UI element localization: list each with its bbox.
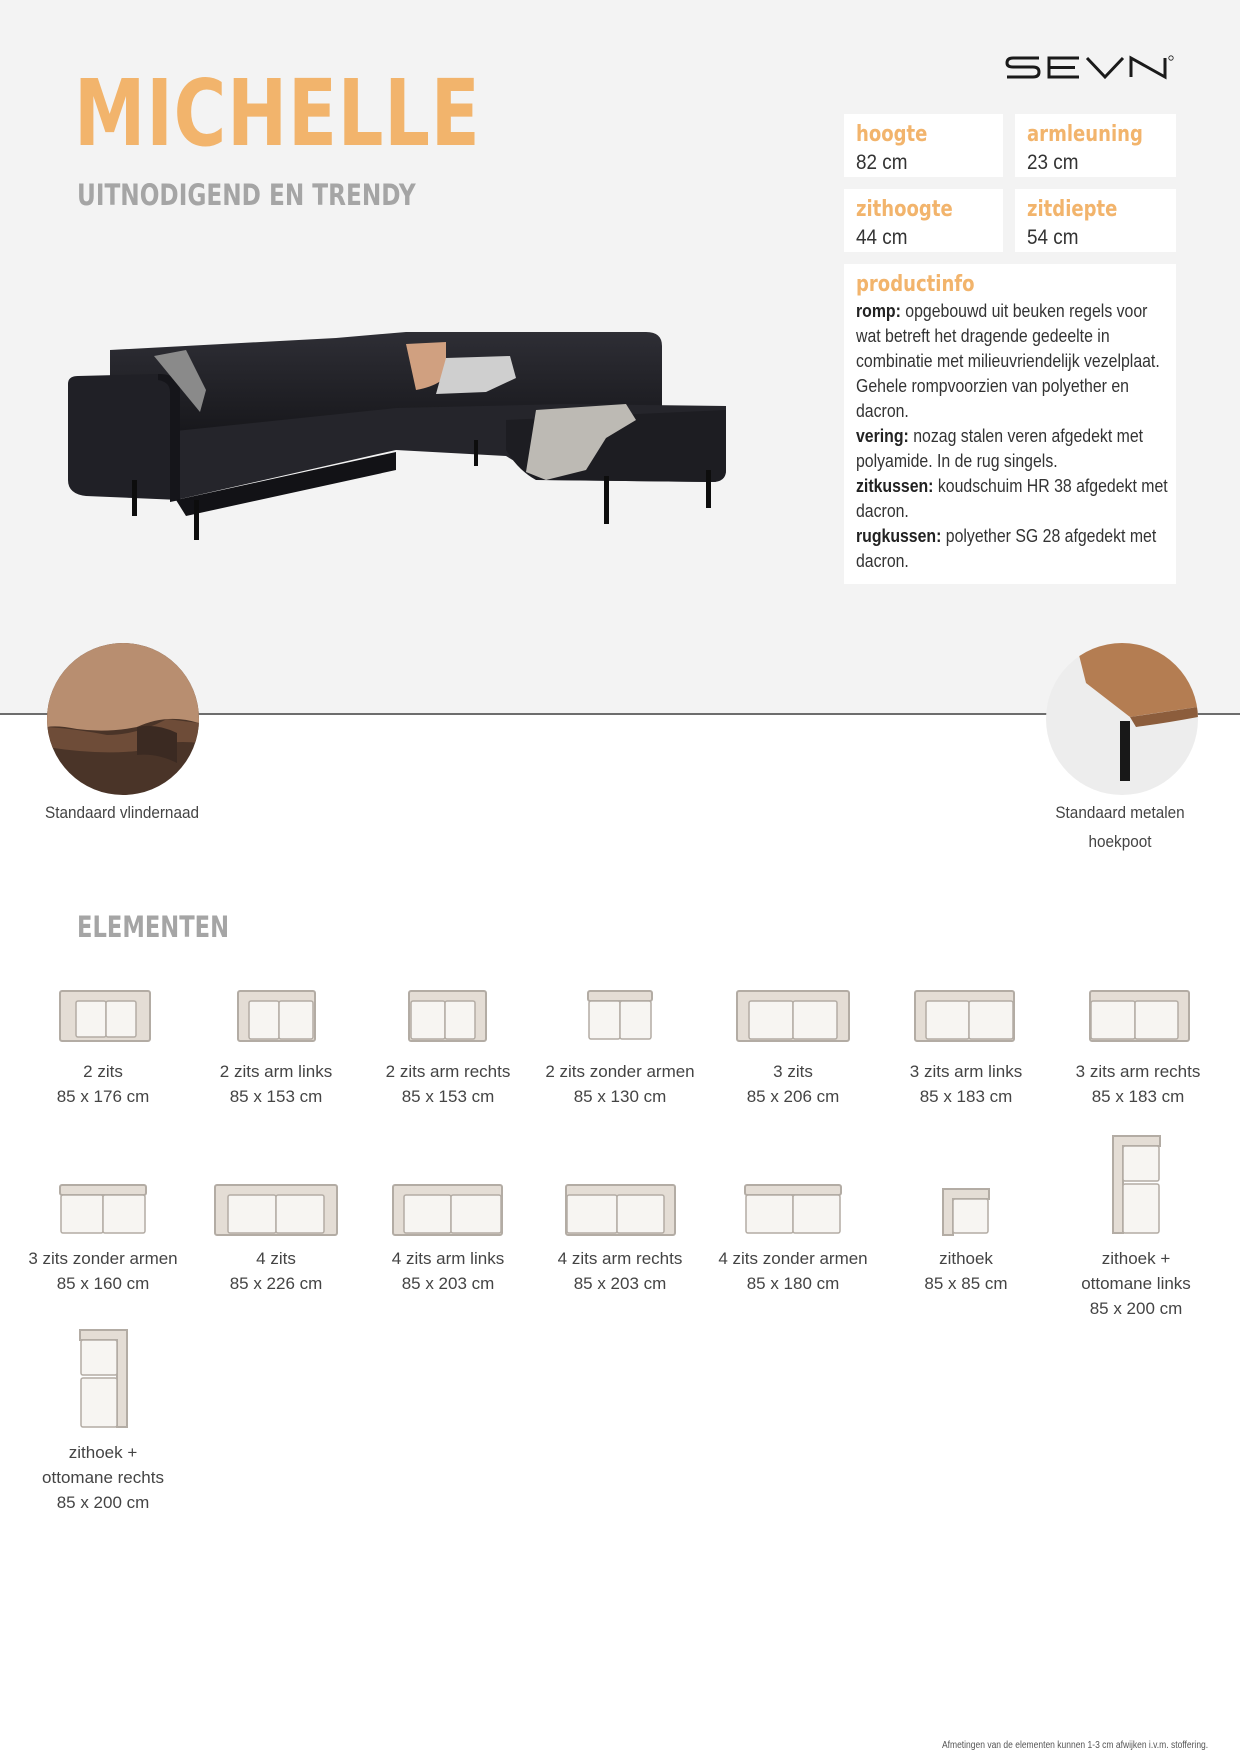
footnote: Afmetingen van de elementen kunnen 1-3 cm afwijken i.v.m. stoffering. <box>941 1740 1208 1751</box>
info-text: koudschuim HR 38 afgedekt met dacron. <box>856 476 1168 521</box>
spec-hoogte <box>844 114 1003 177</box>
sofa-diagram-icon <box>707 1183 879 1238</box>
element-size: 85 x 200 cm <box>56 1493 150 1512</box>
sofa-diagram-icon <box>707 988 879 1053</box>
info-term: vering: <box>856 426 909 446</box>
element-size: 85 x 183 cm <box>1091 1087 1185 1106</box>
spec-armleuning <box>1015 114 1176 177</box>
sofa-diagram-icon <box>880 988 1052 1053</box>
sofa-image <box>66 320 736 540</box>
element-2-zits-zonder-armen <box>534 988 706 1109</box>
element-name: zithoek + <box>1101 1249 1171 1268</box>
info-term: romp: <box>856 301 901 321</box>
info-text: nozag stalen veren afgedekt met polyamide. In de rug singels. <box>856 426 1144 471</box>
spec-value: 82 cm <box>856 151 908 174</box>
element-4-zits <box>190 1183 362 1296</box>
element-name-line2: ottomane links <box>1081 1274 1191 1293</box>
element-name: 4 zits arm links <box>391 1249 505 1268</box>
element-size: 85 x 200 cm <box>1089 1299 1183 1318</box>
info-term: zitkussen: <box>856 476 934 496</box>
corner-leg-caption-line: Standaard metalen <box>1055 803 1185 822</box>
info-text: polyether SG 28 afgedekt met dacron. <box>856 526 1157 571</box>
sofa-diagram-icon <box>1052 988 1224 1053</box>
productinfo-text <box>856 299 1173 574</box>
element-name: 2 zits arm rechts <box>385 1062 511 1081</box>
butterfly-seam-photo <box>47 643 199 795</box>
element-2-zits <box>17 988 189 1109</box>
element-size: 85 x 176 cm <box>56 1087 150 1106</box>
element-2-zits-arm-links <box>190 988 362 1109</box>
spec-label: zithoogte <box>856 197 953 222</box>
element-3-zits <box>707 988 879 1109</box>
element-zithoek-ottomane-links <box>1050 1133 1222 1321</box>
spec-zitdiepte <box>1015 189 1176 252</box>
element-name: 2 zits arm links <box>219 1062 333 1081</box>
element-name: 3 zits arm rechts <box>1075 1062 1201 1081</box>
element-name: zithoek <box>939 1249 993 1268</box>
element-name: 3 zits zonder armen <box>28 1249 178 1268</box>
element-size: 85 x 85 cm <box>924 1274 1008 1293</box>
element-zithoek <box>880 1183 1052 1296</box>
element-size: 85 x 226 cm <box>229 1274 323 1293</box>
element-size: 85 x 203 cm <box>401 1274 495 1293</box>
element-size: 85 x 153 cm <box>229 1087 323 1106</box>
element-size: 85 x 183 cm <box>919 1087 1013 1106</box>
element-4-zits-zonder-armen <box>707 1183 879 1296</box>
element-2-zits-arm-rechts <box>362 988 534 1109</box>
sofa-diagram-icon <box>190 988 362 1053</box>
corner-leg-caption-line: hoekpoot <box>1088 832 1152 851</box>
spec-label: hoogte <box>856 122 928 147</box>
productinfo-title: productinfo <box>856 272 975 297</box>
element-4-zits-arm-links <box>362 1183 534 1296</box>
element-3-zits-arm-rechts <box>1052 988 1224 1109</box>
corner-leg-caption <box>1030 798 1210 856</box>
corner-diagram-icon <box>880 1183 1052 1238</box>
element-size: 85 x 180 cm <box>746 1274 840 1293</box>
corner-leg-photo <box>1046 643 1198 795</box>
product-subtitle: UITNODIGEND EN TRENDY <box>77 178 416 212</box>
element-3-zits-zonder-armen <box>17 1183 189 1296</box>
sofa-diagram-icon <box>362 988 534 1053</box>
element-name: 3 zits <box>773 1062 813 1081</box>
butterfly-seam-caption: Standaard vlindernaad <box>45 803 199 822</box>
spec-value: 23 cm <box>1027 151 1079 174</box>
ottoman-diagram-icon <box>1050 1133 1222 1238</box>
element-name: 2 zits zonder armen <box>545 1062 695 1081</box>
product-title: MICHELLE <box>74 60 481 167</box>
element-size: 85 x 206 cm <box>746 1087 840 1106</box>
brand-logo <box>1005 52 1175 82</box>
spec-zithoogte <box>844 189 1003 252</box>
element-zithoek-ottomane-rechts <box>17 1327 189 1515</box>
info-term: rugkussen: <box>856 526 942 546</box>
info-text: opgebouwd uit beuken regels voor wat betreft het dragende gedeelte in combinatie met milieuvriendelijk vezelplaat. Gehele rompvoorzien van polyether en dacron. <box>856 301 1160 421</box>
element-name: zithoek + <box>68 1443 138 1462</box>
element-3-zits-arm-links <box>880 988 1052 1109</box>
element-4-zits-arm-rechts <box>534 1183 706 1296</box>
element-size: 85 x 160 cm <box>56 1274 150 1293</box>
spec-label: zitdiepte <box>1027 197 1118 222</box>
sofa-diagram-icon <box>190 1183 362 1238</box>
ottoman-diagram-icon <box>17 1327 189 1432</box>
element-name: 3 zits arm links <box>909 1062 1023 1081</box>
productinfo-box <box>844 264 1176 584</box>
sofa-diagram-icon <box>534 988 706 1053</box>
element-name: 4 zits zonder armen <box>718 1249 868 1268</box>
sofa-diagram-icon <box>534 1183 706 1238</box>
element-name: 4 zits <box>256 1249 296 1268</box>
elements-heading: ELEMENTEN <box>77 910 230 944</box>
element-name-line2: ottomane rechts <box>42 1468 164 1487</box>
spec-label: armleuning <box>1027 122 1143 147</box>
spec-value: 54 cm <box>1027 226 1079 249</box>
sofa-diagram-icon <box>362 1183 534 1238</box>
element-size: 85 x 130 cm <box>573 1087 667 1106</box>
element-name: 4 zits arm rechts <box>557 1249 683 1268</box>
element-size: 85 x 203 cm <box>573 1274 667 1293</box>
sofa-diagram-icon <box>17 1183 189 1238</box>
element-name: 2 zits <box>83 1062 123 1081</box>
element-size: 85 x 153 cm <box>401 1087 495 1106</box>
sofa-diagram-icon <box>17 988 189 1053</box>
spec-value: 44 cm <box>856 226 908 249</box>
